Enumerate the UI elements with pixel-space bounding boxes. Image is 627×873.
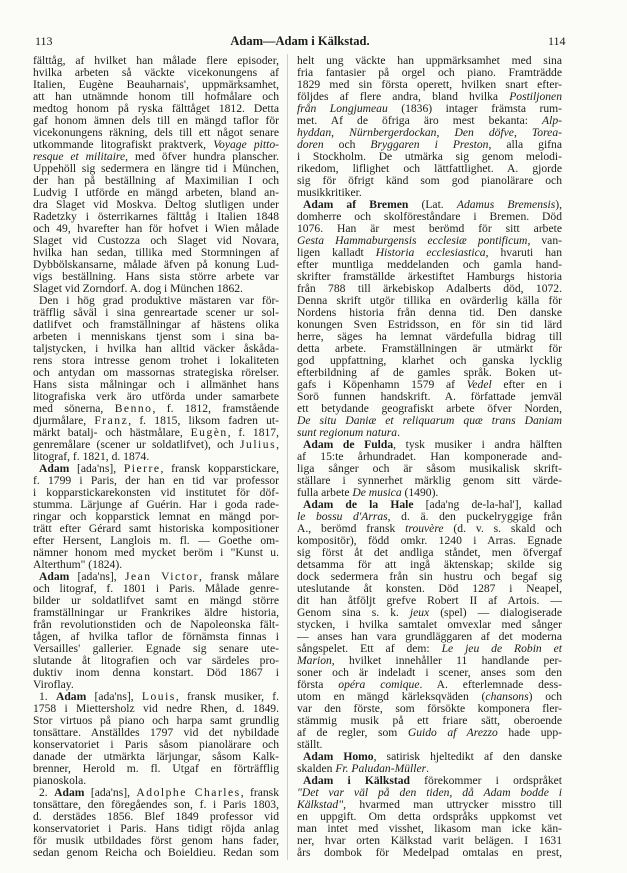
italic-text: hyddan bbox=[297, 126, 332, 139]
column-divider bbox=[287, 54, 288, 860]
spaced-name: Jean Victor bbox=[124, 570, 200, 583]
text-run: . bbox=[397, 426, 400, 439]
text-run: detta arbete. Framställningen är utmärkt för bbox=[297, 342, 562, 355]
text-run: tågen, af hvilka taflor de förnämsta finnas i bbox=[33, 630, 279, 643]
text-run: [ada'ns], bbox=[84, 786, 137, 799]
text-run: en uppgift. Om detta ordspråks uppkomst vet bbox=[297, 810, 562, 823]
text-run: träfflig såväl i sina genreartade scener ur sol- bbox=[33, 306, 279, 319]
text-run: Nordens historia från denna tid. Den danske bbox=[297, 306, 562, 319]
text-run: , satirisk hjeltedikt af den danske bbox=[373, 750, 562, 763]
text-run: sångspelet. Ett af dem: bbox=[297, 642, 442, 655]
text-run: [ada'ns], bbox=[69, 570, 125, 583]
text-run: med sönerna, bbox=[33, 402, 115, 415]
text-run: , fransk bbox=[240, 786, 279, 799]
text-run: i Stockholm. De utmärka sig genom melodi- bbox=[297, 150, 562, 163]
right-column bbox=[297, 55, 562, 859]
text-run: att han utnämnde honom till hofmålare och bbox=[33, 90, 279, 103]
text-run: skrifter framställde ärkestiftet Hamburgs historia bbox=[297, 270, 562, 283]
text-run: sig först åt det andliga ståndet, men öfvergaf bbox=[297, 546, 562, 559]
text-run: man intet med visshet, likasom man icke kän- bbox=[297, 822, 562, 835]
text-run: fria fantasier på orgel och piano. Framträdde bbox=[297, 66, 562, 79]
text-run: Den i hög grad produktive mästaren var för- bbox=[39, 294, 279, 307]
text-run: Stor virtuos på piano och harpa samt grundlig bbox=[33, 714, 279, 727]
text-run: (1836) intager främsta rum- bbox=[387, 102, 562, 115]
headword: Adam de la Hale bbox=[303, 498, 414, 511]
text-run: hade upp- bbox=[497, 726, 562, 739]
text-run: framställningar ur Frankrikes äldre historia, bbox=[33, 606, 279, 619]
text-run: duktiv inom denna konstart. Död 1867 i bbox=[33, 666, 279, 679]
text-run: i kopparstickarekonsten vid institutet för döf- bbox=[33, 486, 279, 499]
text-run: domherre och skolföreståndare i Bremen. Död bbox=[297, 210, 562, 223]
text-run: liga sånger och är såsom musikalisk skrift- bbox=[297, 462, 562, 475]
text-run: Dybbölskansarne, målade äfven på konung Lud- bbox=[33, 258, 279, 271]
text-run: litografiska verk äro utförda under samarbete bbox=[33, 390, 279, 403]
text-run: konservatoriet i Paris. Hans tidigt röjda anlag bbox=[33, 822, 279, 835]
text-run: , alla gifna bbox=[488, 138, 562, 151]
italic-text: opéra comique bbox=[338, 678, 420, 691]
text-run: efterbildning af de gamles språk. Boken ut- bbox=[297, 366, 562, 379]
text-line bbox=[297, 847, 562, 859]
italic-text: sunt regionum natura bbox=[297, 426, 398, 439]
italic-text: Bryggaren i Preston bbox=[370, 138, 489, 151]
left-column bbox=[33, 55, 279, 859]
text-run: och bbox=[323, 138, 371, 151]
text-run: var den förste, som försökte komponera fler- bbox=[297, 702, 562, 715]
page-number-right: 114 bbox=[548, 34, 566, 48]
headword: Adam de Fulda bbox=[303, 438, 394, 451]
italic-text: Voyage pitto- bbox=[213, 138, 279, 151]
text-run: helt ung väckte han uppmärksamhet med sina bbox=[297, 54, 562, 67]
text-run: (Lat. bbox=[408, 198, 457, 211]
text-run: tonsättare. Anställdes 1797 vid det nybildade bbox=[33, 726, 279, 739]
text-run: d. derstädes 1856. Blef 1849 professor vid bbox=[33, 810, 279, 823]
text-run: . A. efterlemnade dess- bbox=[419, 678, 563, 691]
text-run: från 788 till ärkebiskop Adalberts död, 1072. bbox=[297, 282, 562, 295]
text-run: Radetzky i österrikarnes fälttåg i Italien 1848 bbox=[33, 210, 279, 223]
text-run: 2. bbox=[39, 786, 55, 799]
italic-text: trouvère bbox=[405, 522, 444, 535]
text-run: , bbox=[513, 126, 532, 139]
italic-text: De musica bbox=[352, 486, 402, 499]
text-run: , tysk musiker i andra hälften bbox=[393, 438, 562, 451]
text-run: , fransk musiker, f. bbox=[175, 690, 280, 703]
italic-text: Historia ecclesiastica bbox=[375, 246, 486, 259]
text-run: uteslutande åt konsten. Död 1287 i Neapel, bbox=[297, 582, 562, 595]
text-run: efter en i bbox=[491, 378, 563, 391]
running-title: Adam—Adam i Kälkstad. bbox=[230, 34, 370, 48]
spaced-name: Julius bbox=[240, 438, 277, 451]
text-run: Sorö funnen handskrift. A. författade jemväl bbox=[297, 390, 562, 403]
spaced-name: Franz bbox=[94, 414, 129, 427]
italic-text: Gesta Hammaburgensis ecclesiæ pontificum bbox=[297, 234, 528, 247]
text-run: met. Af de öfriga äro mest bekanta: bbox=[297, 114, 543, 127]
text-run: Genom sina s. k. bbox=[297, 606, 410, 619]
text-run: , bbox=[331, 126, 350, 139]
text-run: herre, säges ha lemnat värdefulla bidrag till bbox=[297, 330, 562, 343]
text-run: [ada'ng de-la-hal'], kallad bbox=[413, 498, 562, 511]
text-run: Viroflay. bbox=[33, 678, 74, 691]
text-run: fulla arbete bbox=[297, 486, 353, 499]
text-run: Denna skrift utgör tillika en ovärderlig källa för bbox=[297, 294, 562, 307]
text-run: ligen kalladt bbox=[297, 246, 376, 259]
text-run: (spel) — dialogiserade bbox=[429, 606, 562, 619]
text-run: datlifvet och framställningar af hästens olika bbox=[33, 318, 279, 331]
italic-text: Adamus Bremensis bbox=[456, 198, 556, 211]
text-run: och 49, hvarefter han för hofvet i Wien målade bbox=[33, 222, 279, 235]
text-run: gafs i Köpenhamn 1579 af bbox=[297, 378, 467, 391]
text-run: bilder ur soldatlifvet samt en mängd större bbox=[33, 594, 279, 607]
headword: Adam Homo bbox=[303, 750, 374, 763]
text-run: dock sedermera från sin hustru och begaf sig bbox=[297, 570, 562, 583]
italic-text: resque et militaire bbox=[33, 150, 126, 163]
text-run: konungen Sven Estridsson, en för sin tid lärd bbox=[297, 318, 562, 331]
text-run: brenner, Herold m. fl. Utgaf en förträfflig bbox=[33, 762, 279, 775]
text-run: märkt batalj- och hästmålare, bbox=[33, 426, 191, 439]
text-run: utkommande litografiskt praktverk, bbox=[33, 138, 214, 151]
headword: Adam i Kälkstad bbox=[303, 774, 410, 787]
text-run: [ada'ns], bbox=[69, 462, 124, 475]
italic-text: "Det var väl på den tiden, då Adam bodde i bbox=[297, 786, 562, 799]
text-run: , fransk målare bbox=[199, 570, 279, 583]
text-run: fälttåg, af hvilket han målade flere episoder, bbox=[33, 54, 279, 67]
text-run: slutande åt litografien och var särdeles pro- bbox=[33, 654, 279, 667]
text-run: , hvilket innehåller 11 handlande per- bbox=[331, 654, 562, 667]
text-run: , f. 1812, framstående bbox=[152, 402, 280, 415]
text-run: första bbox=[297, 678, 339, 691]
text-run: ner, hvar orten Kälkstad varit belägen. I 1631 bbox=[297, 834, 562, 847]
italic-text: Guido af Arezzo bbox=[407, 726, 498, 739]
text-run: , f. 1815, liksom fadren ut- bbox=[128, 414, 279, 427]
italic-text: Kälkstad" bbox=[297, 798, 344, 811]
text-run: pianoskola. bbox=[33, 774, 87, 787]
headword: Adam bbox=[39, 462, 70, 475]
text-run: af de regler, som bbox=[297, 726, 408, 739]
text-run: A., berömd fransk bbox=[297, 522, 406, 535]
text-run: der han på beställning af Maximilian I och bbox=[33, 174, 279, 187]
text-run: sig för öfrigt känd som god pianolärare och bbox=[297, 174, 562, 187]
text-run: danade der utmärkta lärjungar, såsom Kalk- bbox=[33, 750, 279, 763]
text-run: [ada'ns], bbox=[86, 690, 142, 703]
text-run: , fransk kopparstickare, bbox=[160, 462, 279, 475]
text-run: , bbox=[436, 126, 455, 139]
text-run: skalden bbox=[297, 762, 336, 775]
text-run: följdes af flere andra, bland hvilka bbox=[297, 90, 510, 103]
text-run: sedan genom Reicha och Boieldieu. Redan som bbox=[33, 846, 279, 859]
text-run: hvilka arbeten så väckte vicekonungens af bbox=[33, 66, 279, 79]
text-run: stumma. Lärjunge af Guérin. Har i goda rade- bbox=[33, 498, 279, 511]
italic-text: jeux bbox=[409, 606, 430, 619]
italic-text: le bossu d'Arras bbox=[297, 510, 388, 523]
text-run: detsamma för att ingå äktenskap; skilde sig bbox=[297, 558, 562, 571]
text-run: ringar och kopparstick lemnat en mängd por- bbox=[33, 510, 279, 523]
text-run: Hans sista målningar och i allmänhet hans bbox=[33, 378, 279, 391]
text-run: , d. ä. den puckelryggige från bbox=[387, 510, 562, 523]
text-run: soner och är indeladt i scener, anses som den bbox=[297, 666, 562, 679]
headword: Adam bbox=[39, 570, 70, 583]
text-run: utom en mängd kärleksqväden ( bbox=[297, 690, 486, 703]
page-number-left: 113 bbox=[35, 34, 53, 48]
text-run: musikkritiker. bbox=[297, 186, 362, 199]
headword: Adam bbox=[54, 786, 85, 799]
italic-text: från Longjumeau bbox=[297, 102, 388, 115]
text-run: 1829 med sin första operett, hvilken snart efter- bbox=[297, 78, 562, 91]
text-run: stycken, i hvilka samtalet omvexlar med sånger bbox=[297, 618, 562, 631]
text-run: djurmålare, bbox=[33, 414, 95, 427]
text-run: (d. v. s. skald och bbox=[443, 522, 562, 535]
text-run: gaf honom ämnen dels till en mängd taflor för bbox=[33, 114, 279, 127]
italic-text: chansons bbox=[485, 690, 529, 703]
text-run: , van- bbox=[527, 234, 562, 247]
italic-text: doren bbox=[297, 138, 324, 151]
text-run: för musik utbildades först genom hans fader, bbox=[33, 834, 279, 847]
text-run: ett betydande geografiskt arbete öfver Norden, bbox=[297, 402, 562, 415]
text-run: medtog honom på ryska fälttåget 1812. Detta bbox=[33, 102, 279, 115]
text-line bbox=[33, 847, 279, 859]
spaced-name: Louis bbox=[141, 690, 176, 703]
text-run: , bbox=[276, 438, 279, 451]
spaced-name: Pierre bbox=[123, 462, 161, 475]
text-run: tonsättare, den föregåendes son, f. i Paris 1803, bbox=[33, 798, 279, 811]
italic-text: De situ Daniæ et reliquarum quæ trans Daniam bbox=[297, 414, 562, 427]
text-run: och litograf, f. 1801 i Paris. Målade genre- bbox=[33, 582, 279, 595]
text-run: ) och bbox=[528, 690, 562, 703]
headword: Adam af Bremen bbox=[303, 198, 409, 211]
headword: Adam bbox=[55, 690, 87, 703]
spaced-name: Benno bbox=[114, 402, 153, 415]
text-run: Alterthum" (1824). bbox=[33, 558, 123, 571]
text-run: 1076. Han är mest berömd för sitt arbete bbox=[297, 222, 562, 235]
text-run: 1. bbox=[39, 690, 56, 703]
text-run: förekommer i ordspråket bbox=[409, 774, 562, 787]
text-run: , hvaruti han bbox=[485, 246, 562, 259]
text-run: ), bbox=[555, 198, 563, 211]
text-run: och antydan om massornas strategiska rörelser. bbox=[33, 366, 279, 379]
text-run: vigs beställning. Hans sista större arbete var bbox=[33, 270, 279, 283]
italic-text: Nürnbergerdockan bbox=[349, 126, 437, 139]
spaced-name: Adolphe Charles bbox=[136, 786, 241, 799]
text-run: 1758 i Miettersholz vid nedre Rhen, d. 1849. bbox=[33, 702, 279, 715]
text-run: dra Slaget vid Moskva. Deltog slutligen under bbox=[33, 198, 279, 211]
text-run: Italien, Eugène Beauharnais', uppmärksamhet, bbox=[33, 78, 279, 91]
text-run: rikedom, liflighet och lättfattlighet. A. gjorde bbox=[297, 162, 562, 175]
italic-text: Torea- bbox=[531, 126, 562, 139]
text-run: arbeten i menniskans tjenst som i sina ba- bbox=[33, 330, 279, 343]
text-run: (1490). bbox=[401, 486, 439, 499]
spaced-name: Eugèn bbox=[190, 426, 228, 439]
italic-text: Den döfve bbox=[454, 126, 514, 139]
italic-text: Vedel bbox=[466, 378, 492, 391]
text-run: stämmig musik på ett friare sätt, oberoende bbox=[297, 714, 562, 727]
italic-text: Marion bbox=[297, 654, 332, 667]
text-run: af 15:te århundradet. Han komponerade and- bbox=[297, 450, 562, 463]
text-run: hvilka han sedan, tillika med Stormningen af bbox=[33, 246, 279, 259]
italic-text: Alp- bbox=[542, 114, 562, 127]
text-run: ställare i synnerhet märklig genom sitt värde- bbox=[297, 474, 562, 487]
text-run: , hvarmed man uttrycker misstro till bbox=[343, 798, 562, 811]
text-run: , med öfver hundra planscher. bbox=[125, 150, 279, 163]
text-run: god uppfattning, klarhet och ganska lycklig bbox=[297, 354, 562, 367]
text-run: kompositör), född omkr. 1240 i Arras. Egnade bbox=[297, 534, 562, 547]
text-run: års dombok för Medelpad omtalas en prest, bbox=[297, 846, 562, 859]
text-run: efter muntliga meddelanden och gamla hand- bbox=[297, 258, 562, 271]
text-run: ställt. bbox=[297, 738, 323, 751]
text-run: . bbox=[426, 762, 430, 775]
text-run: från revolutionstiden och de Napoleonska fält- bbox=[33, 618, 279, 631]
text-run: f. 1799 i Paris, der han en tid var professor bbox=[33, 474, 279, 487]
text-run: rens stora intresse genom trohet i lokaliteten bbox=[33, 354, 279, 367]
text-run: taljstycken, i hvilka han alltid väcker åskåda- bbox=[33, 342, 279, 355]
text-run: genremålare (scener ur soldatlifvet), och bbox=[33, 438, 241, 451]
text-run: — anses han vara grundläggaren af det moderna bbox=[297, 630, 562, 643]
italic-text: Postiljonen bbox=[509, 90, 562, 103]
text-line bbox=[297, 727, 562, 739]
text-run: Versailles' gallerier. Egnade sig senare ute- bbox=[33, 642, 279, 655]
text-run: Uppehöll sig sedermera en längre tid i München, bbox=[33, 162, 279, 175]
text-run: Slaget vid Custozza och Slaget vid Novara, bbox=[33, 234, 279, 247]
text-run: trätt efter Gérard samt historiska kompositioner bbox=[33, 522, 279, 535]
italic-text: Fr. Paludan-Müller bbox=[335, 762, 427, 775]
text-run: nämner honom med mycket beröm i "Kunst u. bbox=[33, 546, 279, 559]
text-run: Ludvig I utförde en mängd arbeten, bland an- bbox=[33, 186, 279, 199]
text-run: vicekonungens räkning, dels till ett något senare bbox=[33, 126, 279, 139]
text-run: Slaget vid Zorndorf. A. dog i München 1862. bbox=[33, 282, 243, 295]
text-run: litograf, f. 1821, d. 1874. bbox=[33, 450, 150, 463]
text-run: dit han åtföljt grefve Robert II af Artois. — bbox=[297, 594, 562, 607]
italic-text: Le jeu de Robin et bbox=[441, 642, 563, 655]
text-run: konservatoriet i Paris såsom pianolärare och bbox=[33, 738, 279, 751]
text-run: efter Hersent, Langlois m. fl. — Goethe om- bbox=[33, 534, 279, 547]
text-run: , f. 1817, bbox=[227, 426, 279, 439]
